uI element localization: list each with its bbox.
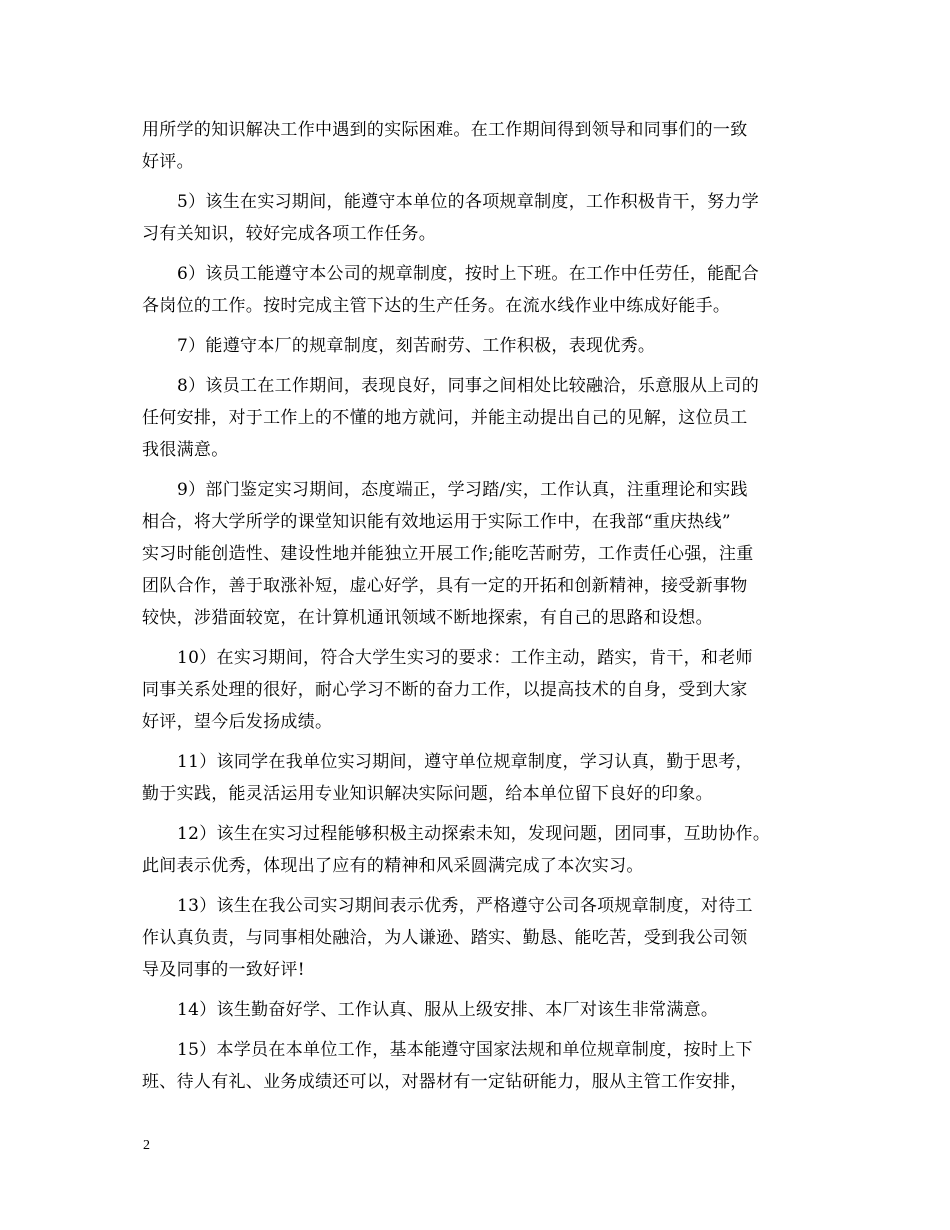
paragraph-item-9-line-2: 相合，将大学所学的课堂知识能有效地运用于实际工作中，在我部“重庆热线” xyxy=(142,512,731,532)
paragraph-item-5-line-1: 5）该生在实习期间，能遵守本单位的各项规章制度，工作积极肯干，努力学 xyxy=(177,192,760,212)
paragraph-item-9-line-1: 9）部门鉴定实习期间，态度端正，学习踏/实，工作认真，注重理论和实践 xyxy=(177,480,748,500)
document-body xyxy=(142,114,822,1098)
paragraph-item-10-line-1: 10）在实习期间，符合大学生实习的要求：工作主动，踏实，肯干，和老师 xyxy=(177,648,753,668)
paragraph-item-12-line-2: 此间表示优秀，体现出了应有的精神和风采圆满完成了本次实习。 xyxy=(142,856,644,876)
paragraph-item-15-line-1: 15）本学员在本单位工作，基本能遵守国家法规和单位规章制度，按时上下 xyxy=(177,1040,753,1060)
text-line: 用所学的知识解决工作中遇到的实际困难。在工作期间得到领导和同事们的一致 xyxy=(142,120,748,140)
paragraph-item-8-line-3: 我很满意。 xyxy=(142,440,229,460)
paragraph-item-13-line-1: 13）该生在我公司实习期间表示优秀，严格遵守公司各项规章制度，对待工 xyxy=(177,896,753,916)
paragraph-item-8-line-2: 任何安排，对于工作上的不懂的地方就问，并能主动提出自己的见解，这位员工 xyxy=(142,408,748,428)
paragraph-item-6-line-1: 6）该员工能遵守本公司的规章制度，按时上下班。在工作中任劳任，能配合 xyxy=(177,264,760,284)
paragraph-item-10-line-3: 好评，望今后发扬成绩。 xyxy=(142,712,333,732)
paragraph-item-10-line-2: 同事关系处理的很好，耐心学习不断的奋力工作，以提高技术的自身，受到大家 xyxy=(142,680,748,700)
paragraph-item-11-line-1: 11）该同学在我单位实习期间，遵守单位规章制度，学习认真，勤于思考， xyxy=(177,752,753,772)
paragraph-item-9-line-5: 较快，涉猎面较宽，在计算机通讯领域不断地探索，有自己的思路和设想。 xyxy=(142,608,713,628)
paragraph-item-5-line-2: 习有关知识，较好完成各项工作任务。 xyxy=(142,224,437,244)
paragraph-item-11-line-2: 勤于实践，能灵活运用专业知识解决实际问题，给本单位留下良好的印象。 xyxy=(142,784,713,804)
paragraph-item-12-line-1: 12）该生在实习过程能够积极主动探索未知，发现问题，团同事，互助协作。 xyxy=(177,824,771,844)
text-line: 好评。 xyxy=(142,152,194,172)
paragraph-item-7-line-1: 7）能遵守本厂的规章制度，刻苦耐劳、工作积极，表现优秀。 xyxy=(177,336,656,356)
paragraph-item-9-line-4: 团队合作，善于取涨补短，虚心好学，具有一定的开拓和创新精神，接受新事物 xyxy=(142,576,748,596)
paragraph-item-13-line-3: 导及同事的一致好评! xyxy=(142,960,305,980)
paragraph-item-15-line-2: 班、待人有礼、业务成绩还可以，对器材有一定钻研能力，服从主管工作安排， xyxy=(142,1072,748,1092)
paragraph-item-14-line-1: 14）该生勤奋好学、工作认真、服从上级安排、本厂对该生非常满意。 xyxy=(177,1000,719,1020)
page-number: 2 xyxy=(143,1138,150,1153)
paragraph-item-13-line-2: 作认真负责，与同事相处融洽，为人谦逊、踏实、勤恳、能吃苦，受到我公司领 xyxy=(142,928,748,948)
paragraph-item-8-line-1: 8）该员工在工作期间，表现良好，同事之间相处比较融洽，乐意服从上司的 xyxy=(177,376,760,396)
paragraph-item-9-line-3: 实习时能创造性、建设性地并能独立开展工作;能吃苦耐劳，工作责任心强，注重 xyxy=(142,544,754,564)
paragraph-item-6-line-2: 各岗位的工作。按时完成主管下达的生产任务。在流水线作业中练成好能手。 xyxy=(142,296,731,316)
